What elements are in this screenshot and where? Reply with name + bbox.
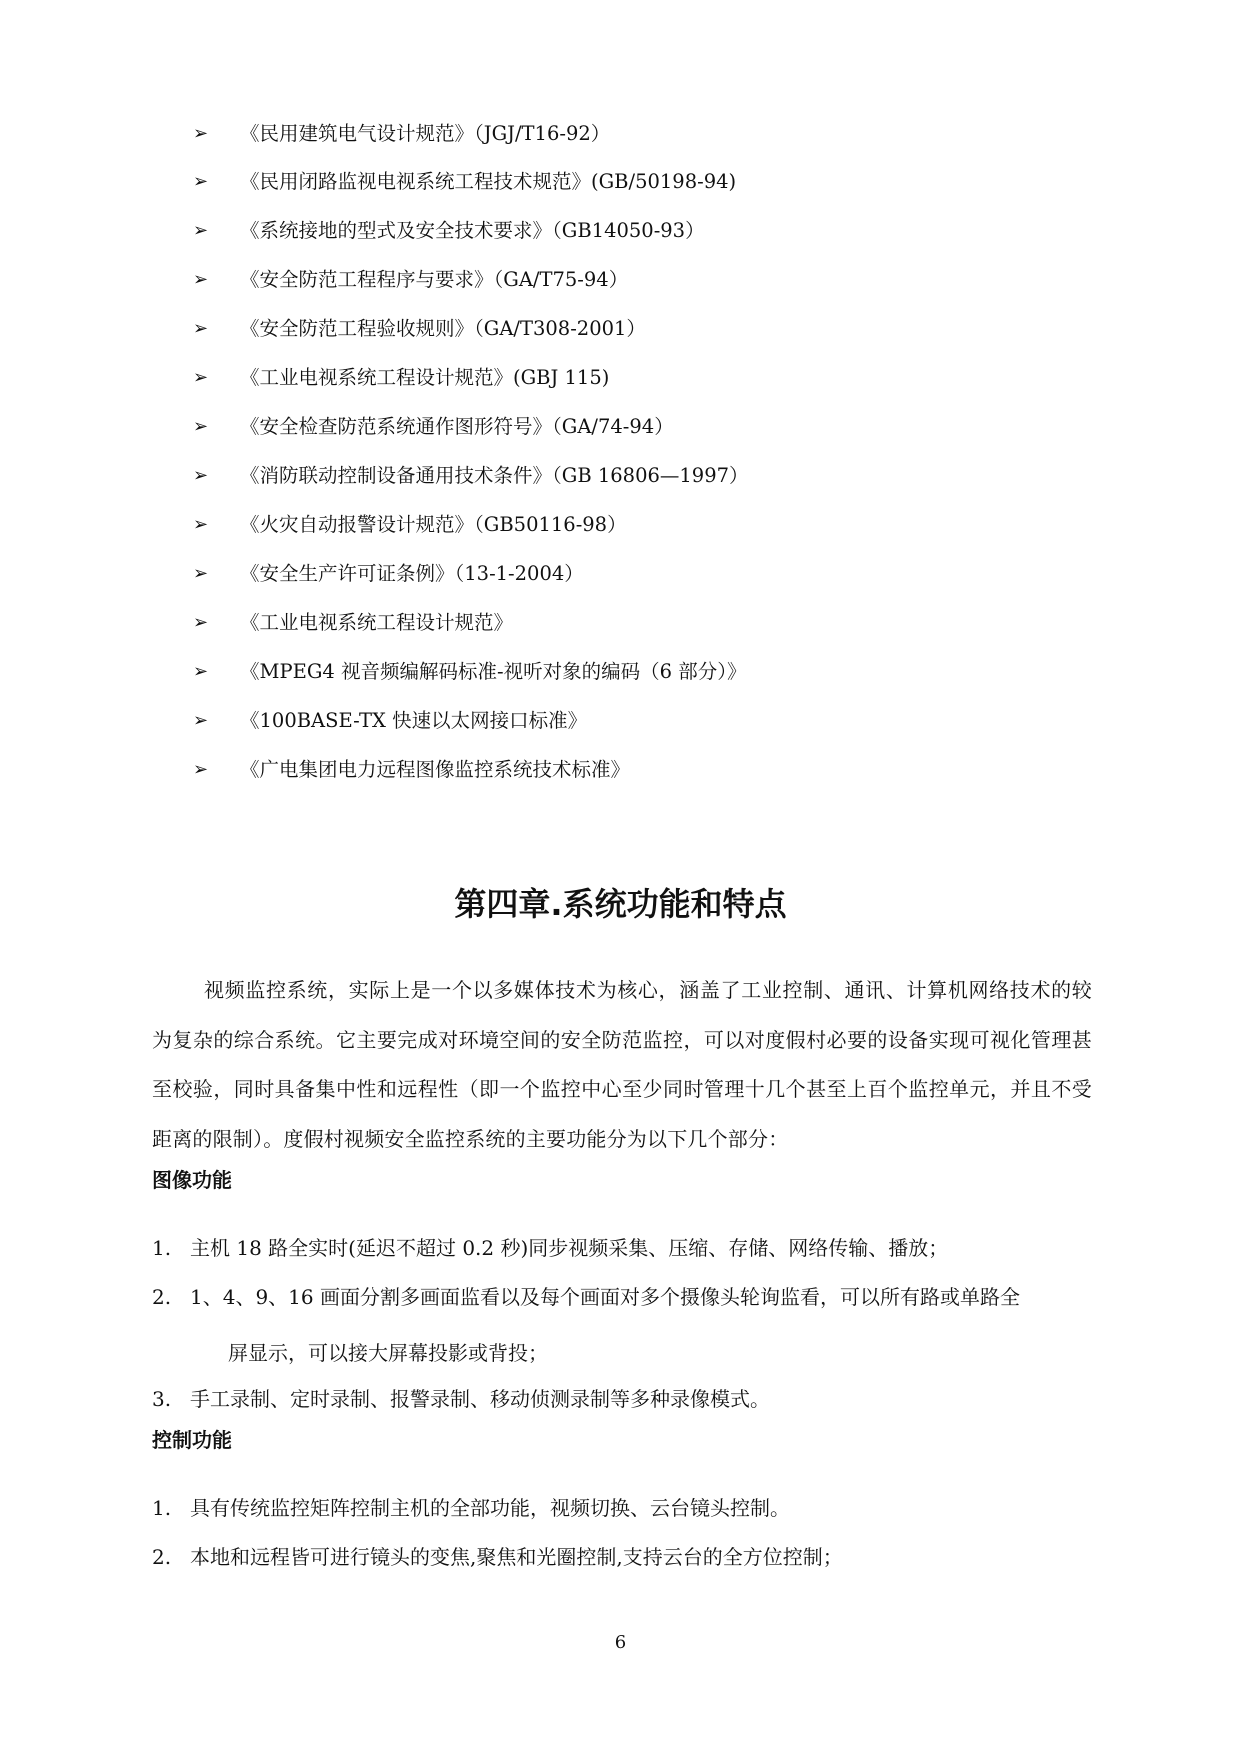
- page-number: 6: [614, 1632, 627, 1653]
- item-text: 1、4、9、16 画面分割多画面监看以及每个画面对多个摄像头轮询监看，可以所有路或单路全: [190, 1285, 1020, 1309]
- section-heading-image: 图像功能: [152, 1168, 232, 1192]
- item-text: 本地和远程皆可进行镜头的变焦,聚焦和光圈控制,支持云台的全方位控制；: [190, 1545, 843, 1569]
- item-number: 1.: [152, 1496, 172, 1520]
- item-text-continuation: 屏显示，可以接大屏幕投影或背投；: [228, 1341, 548, 1365]
- standard-item: [0, 753, 1241, 787]
- standard-text: 《MPEG4 视音频编解码标准-视听对象的编码（6 部分）》: [240, 660, 747, 683]
- standard-text: 《工业电视系统工程设计规范》(GBJ 115): [240, 366, 610, 389]
- standard-item: [0, 214, 1241, 248]
- bullet-arrow-icon: ➢: [193, 661, 209, 682]
- item-number: 2.: [152, 1545, 172, 1569]
- intro-paragraph: 视频监控系统，实际上是一个以多媒体技术为核心，涵盖了工业控制、通讯、计算机网络技术的较为复杂的综合系统。它主要完成对环境空间的安全防范监控，可以对度假村必要的设备实现可视化管理甚至校验，同时具备集中性和远程性（即一个监控中心至少同时管理十几个甚至上百个监控单元，并且不受距离的限制）。度假村视频安全监控系统的主要功能分为以下几个部分：: [152, 978, 1092, 1151]
- item-number: 3.: [152, 1387, 172, 1411]
- bullet-arrow-icon: ➢: [193, 514, 209, 535]
- bullet-arrow-icon: ➢: [193, 123, 209, 144]
- standard-text: 《工业电视系统工程设计规范》: [240, 611, 514, 634]
- standard-item: [0, 557, 1241, 591]
- standard-item: [0, 459, 1241, 493]
- bullet-arrow-icon: ➢: [193, 563, 209, 584]
- item-number: 2.: [152, 1285, 172, 1309]
- standard-text: 《安全生产许可证条例》（13-1-2004）: [240, 562, 584, 585]
- bullet-arrow-icon: ➢: [193, 416, 209, 437]
- standard-text: 《消防联动控制设备通用技术条件》（GB 16806—1997）: [240, 464, 749, 487]
- bullet-arrow-icon: ➢: [193, 465, 209, 486]
- bullet-arrow-icon: ➢: [193, 612, 209, 633]
- standard-item: [0, 165, 1241, 199]
- bullet-arrow-icon: ➢: [193, 171, 209, 192]
- item-text: 主机 18 路全实时(延迟不超过 0.2 秒)同步视频采集、压缩、存储、网络传输、播放；: [190, 1236, 949, 1260]
- standard-text: 《火灾自动报警设计规范》（GB50116-98）: [240, 513, 627, 536]
- item-number: 1.: [152, 1236, 172, 1260]
- bullet-arrow-icon: ➢: [193, 710, 209, 731]
- bullet-arrow-icon: ➢: [193, 220, 209, 241]
- section-heading-control: 控制功能: [152, 1428, 232, 1452]
- standard-text: 《安全防范工程验收规则》（GA/T308-2001）: [240, 317, 646, 340]
- bullet-arrow-icon: ➢: [193, 759, 209, 780]
- bullet-arrow-icon: ➢: [193, 318, 209, 339]
- standard-text: 《广电集团电力远程图像监控系统技术标准》: [240, 758, 631, 781]
- standard-item: [0, 655, 1241, 689]
- item-text: 手工录制、定时录制、报警录制、移动侦测录制等多种录像模式。: [190, 1387, 770, 1411]
- standard-item: [0, 361, 1241, 395]
- standard-text: 《100BASE-TX 快速以太网接口标准》: [240, 709, 588, 732]
- standard-item: [0, 263, 1241, 297]
- standard-item: [0, 312, 1241, 346]
- standard-text: 《安全防范工程程序与要求》（GA/T75-94）: [240, 268, 629, 291]
- standard-item: [0, 410, 1241, 444]
- standard-text: 《安全检查防范系统通作图形符号》（GA/74-94）: [240, 415, 674, 438]
- standard-item: [0, 704, 1241, 738]
- standard-text: 《系统接地的型式及安全技术要求》（GB14050-93）: [240, 219, 705, 242]
- standard-text: 《民用闭路监视电视系统工程技术规范》(GB/50198-94): [240, 170, 737, 193]
- standard-item: [0, 606, 1241, 640]
- standard-text: 《民用建筑电气设计规范》（JGJ/T16-92）: [240, 122, 611, 145]
- standard-item: [0, 117, 1241, 151]
- bullet-arrow-icon: ➢: [193, 367, 209, 388]
- chapter-title: 第四章.系统功能和特点: [454, 885, 787, 923]
- item-text: 具有传统监控矩阵控制主机的全部功能，视频切换、云台镜头控制。: [190, 1496, 790, 1520]
- standard-item: [0, 508, 1241, 542]
- bullet-arrow-icon: ➢: [193, 269, 209, 290]
